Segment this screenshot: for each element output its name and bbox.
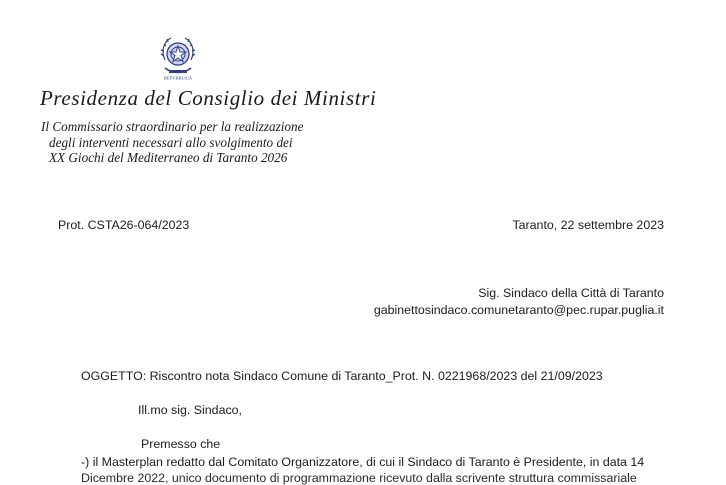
commissioner-heading <box>41 119 341 166</box>
recipient-name: Sig. Sindaco della Città di Taranto <box>478 286 664 300</box>
body-line: Dicembre 2022, unico documento di programmazione ricevuto dalla scrivente struttura commissariale <box>81 471 637 485</box>
salutation: Ill.mo sig. Sindaco, <box>138 403 242 417</box>
svg-text:REPVBBLICA: REPVBBLICA <box>163 75 193 81</box>
recipient-block <box>374 285 664 319</box>
premise-heading: Premesso che <box>141 437 221 451</box>
commissioner-line: XX Giochi del Mediterraneo di Taranto 2026 <box>49 150 288 166</box>
protocol-number: Prot. CSTA26-064/2023 <box>58 218 190 232</box>
body-line: -) il Masterplan redatto dal Comitato Organizzatore, di cui il Sindaco di Taranto è Presidente, in data 14 <box>81 455 645 469</box>
italian-republic-emblem-icon <box>157 32 199 82</box>
institution-title: Presidenza del Consiglio dei Ministri <box>40 86 377 110</box>
commissioner-line: degli interventi necessari allo svolgimento dei <box>49 134 293 150</box>
subject-line: OGGETTO: Riscontro nota Sindaco Comune di Taranto_Prot. N. 0221968/2023 del 21/09/2023 <box>81 369 603 383</box>
commissioner-line: Il Commissario straordinario per la realizzazione <box>41 119 304 134</box>
recipient-email: gabinettosindaco.comunetaranto@pec.rupar.puglia.it <box>373 303 664 317</box>
place-date: Taranto, 22 settembre 2023 <box>512 218 664 232</box>
